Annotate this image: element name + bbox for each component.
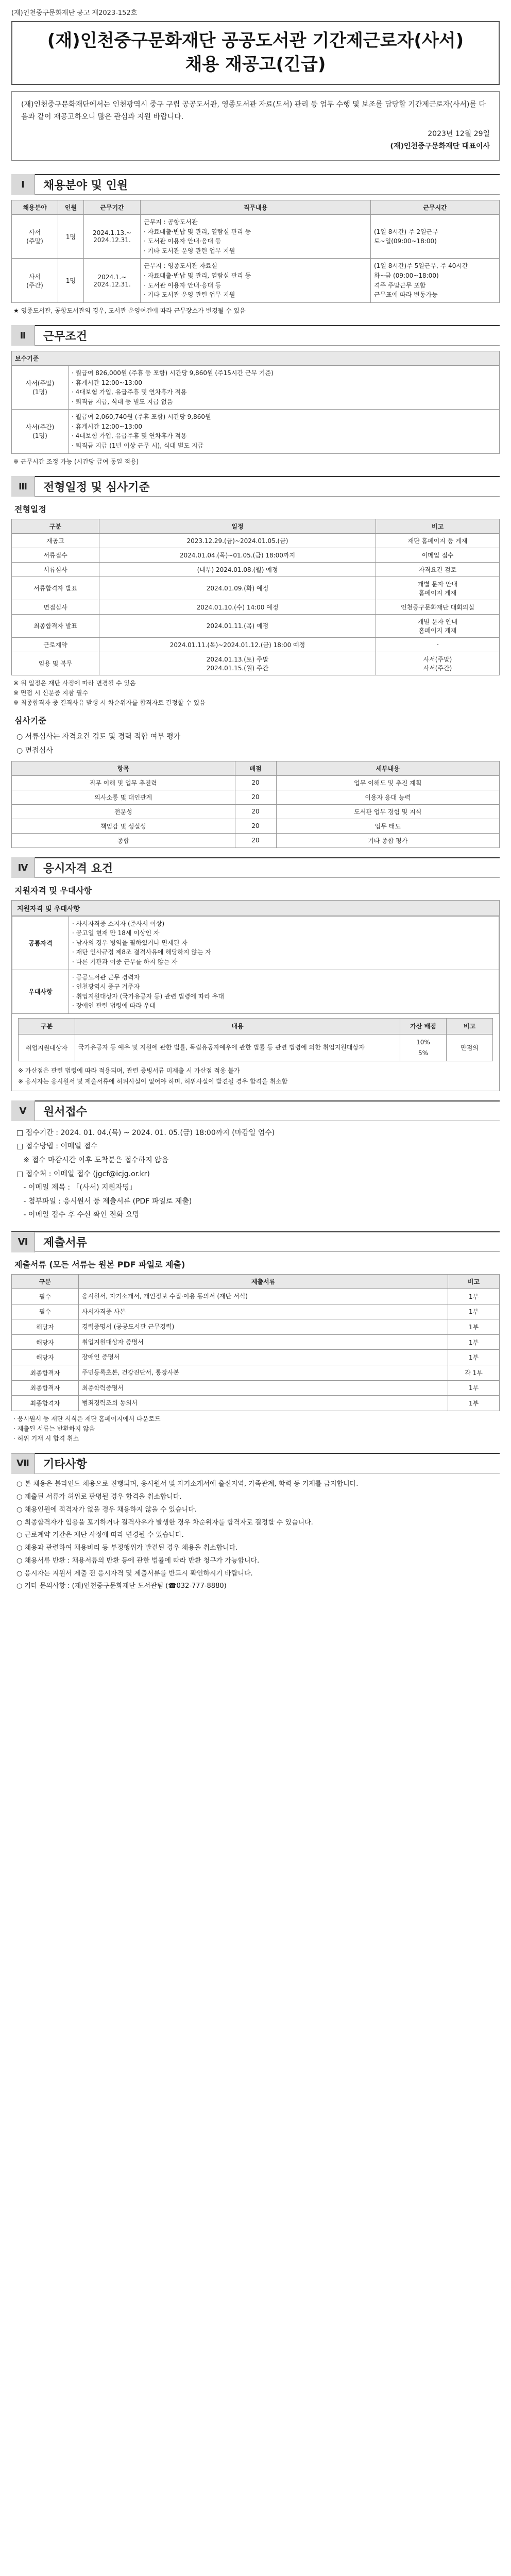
- list-item: ○ 본 채용은 블라인드 채용으로 진행되며, 응시원서 및 자기소개서에 출신지역, 가족관계, 학력 등 기재를 금지합니다.: [16, 1480, 359, 1488]
- criteria-cell: 직무 이해 및 업무 추진력: [12, 775, 235, 790]
- docs-cell: 주민등록초본, 건강진단서, 통장사본: [79, 1365, 448, 1381]
- schedule-cell: 자격요건 검토: [376, 562, 500, 577]
- docs-note: · 응시원서 등 재단 서식은 재단 홈페이지에서 다운로드: [13, 1415, 161, 1422]
- docs-note: · 허위 기재 시 합격 취소: [13, 1435, 79, 1443]
- hiring-hours: (1일 8시간)주 5일근무, 주 40시간 화~금 (09:00~18:00) 격주 주말근무 포함 근무표에 따라 변동가능: [371, 259, 500, 302]
- criteria-header: 세부내용: [276, 761, 500, 775]
- work-table: [11, 351, 500, 454]
- schedule-cell: (내부) 2024.01.08.(월) 예정: [99, 562, 376, 577]
- schedule-cell: 개별 문자 안내 홈페이지 게재: [376, 614, 500, 637]
- criteria-cell: 20: [235, 790, 276, 804]
- table-row: [12, 1334, 500, 1350]
- hiring-duties: 근무지 : 공항도서관 · 자료대출·반납 및 관리, 열람실 관리 등 · 도서관 이용자 안내·응대 등 · 기타 도서관 운영 관련 업무 지원: [141, 214, 371, 258]
- criteria-subtitle: 심사기준: [14, 716, 46, 726]
- intro-date: 2023년 12월 29일: [428, 130, 490, 139]
- schedule-cell: 개별 문자 안내 홈페이지 게재: [376, 577, 500, 600]
- work-text: · 월급여 826,000원 (주휴 등 포함) 시간당 9,860원 (주15시간 근무 기준) · 휴게시간 12:00~13:00 · 4대보험 가입, 유급주휴 및 연차휴가 적용 · 퇴직금 지급, 식대 등 별도 지급 없음: [69, 365, 500, 409]
- docs-cell: 1부: [448, 1304, 500, 1319]
- criteria-cell: 20: [235, 819, 276, 833]
- hiring-note: ★ 영종도서관, 공항도서관의 경우, 도서관 운영여건에 따라 근무장소가 변경될 수 있음: [13, 307, 246, 314]
- docs-cell: 1부: [448, 1350, 500, 1365]
- schedule-cell: 근로계약: [12, 637, 99, 652]
- table-row: [12, 970, 499, 1013]
- table-row: [12, 410, 500, 453]
- schedule-table: [11, 519, 500, 675]
- hiring-count: 1명: [58, 259, 84, 302]
- criteria-cell: 업무 태도: [276, 819, 500, 833]
- section-1-header: [11, 174, 500, 195]
- schedule-cell: 2024.01.04.(목)~01.05.(금) 18:00까지: [99, 548, 376, 562]
- table-row: [12, 652, 500, 675]
- docs-header: 제출서류: [79, 1275, 448, 1289]
- docs-cell: 최종합격자: [12, 1365, 79, 1381]
- schedule-note: ※ 최종합격자 중 결격사유 발생 시 차순위자를 합격자로 결정할 수 있음: [13, 699, 206, 707]
- criteria-header: 배점: [235, 761, 276, 775]
- table-row: [12, 1380, 500, 1396]
- table-row: [12, 562, 500, 577]
- schedule-cell: 사서(주말) 사서(주간): [376, 652, 500, 675]
- hiring-header: 근무시간: [371, 200, 500, 214]
- section-4-number: Ⅳ: [11, 857, 35, 878]
- docs-cell: 장애인 증명서: [79, 1350, 448, 1365]
- docs-cell: 각 1부: [448, 1365, 500, 1381]
- list-item: ○ 근로계약 기간은 재단 사정에 따라 변경될 수 있습니다.: [16, 1531, 184, 1539]
- docs-cell: 취업지원대상자 증명서: [79, 1334, 448, 1350]
- docs-cell: 경력증명서 (공공도서관 근무경력): [79, 1319, 448, 1335]
- title-line-2: 채용 재공고(긴급): [185, 54, 326, 75]
- qual-doc-cell: 국가유공자 등 예우 및 지원에 관한 법률, 독립유공자예우에 관한 법률 등 관련 법령에 의한 취업지원대상자: [75, 1035, 400, 1061]
- hiring-period: 2024.1.~ 2024.12.31.: [84, 259, 141, 302]
- docs-note: · 제출된 서류는 반환하지 않음: [13, 1425, 95, 1432]
- hiring-duties: 근무지 : 영종도서관 자료실 · 자료대출·반납 및 관리, 열람실 관리 등 · 도서관 이용자 안내·응대 등 · 기타 도서관 운영 관련 업무 지원: [141, 259, 371, 302]
- schedule-cell: 재공고: [12, 533, 99, 548]
- criteria-cell: 종합: [12, 833, 235, 848]
- hiring-period: 2024.1.13.~ 2024.12.31.: [84, 214, 141, 258]
- title-line-1: (재)인천중구문화재단 공공도서관 기간제근로자(사서): [47, 30, 464, 51]
- docs-notes: [13, 1414, 500, 1444]
- section-4-title: 응시자격 요건: [43, 862, 113, 875]
- hiring-hours: (1일 8시간) 주 2일근무 토~일(09:00~18:00): [371, 214, 500, 258]
- qual-box: [11, 900, 500, 1091]
- docs-cell: 1부: [448, 1380, 500, 1396]
- qual-doc-cell: 10% 5%: [400, 1035, 447, 1061]
- table-row: [12, 365, 500, 409]
- apply-line: ※ 접수 마감시간 이후 도착분은 접수하지 않음: [16, 1156, 169, 1165]
- table-row: [19, 1035, 493, 1061]
- section-7-title: 기타사항: [43, 1458, 88, 1471]
- docs-cell: 해당자: [12, 1334, 79, 1350]
- schedule-cell: 2024.01.13.(토) 주말 2024.01.15.(월) 주간: [99, 652, 376, 675]
- list-item: ○ 제출된 서류가 허위로 판명될 경우 합격을 취소합니다.: [16, 1493, 182, 1501]
- apply-line: □ 접수처 : 이메일 접수 (jgcf@icjg.or.kr): [16, 1170, 150, 1178]
- hiring-header: 인원: [58, 200, 84, 214]
- table-row: [12, 1289, 500, 1304]
- hiring-field: 사서 (주말): [12, 214, 58, 258]
- apply-line: - 첨부파일 : 응시원서 등 제출서류 (PDF 파일로 제출): [16, 1197, 192, 1206]
- section-5-number: Ⅴ: [11, 1100, 35, 1121]
- schedule-header: 일정: [99, 519, 376, 533]
- section-2-title: 근무조건: [43, 330, 88, 343]
- schedule-cell: 이메일 접수: [376, 548, 500, 562]
- table-row: [12, 1396, 500, 1411]
- work-note: ※ 근무시간 조정 가능 (시간당 급여 동일 적용): [13, 457, 139, 465]
- docs-table: [11, 1274, 500, 1411]
- section-7-header: [11, 1453, 500, 1473]
- criteria-cell: 이용자 응대 능력: [276, 790, 500, 804]
- section-3-number: Ⅲ: [11, 476, 35, 497]
- qual-field: 우대사항: [12, 970, 69, 1013]
- qual-doc-header: 비고: [447, 1018, 493, 1034]
- schedule-cell: 최종합격자 발표: [12, 614, 99, 637]
- hiring-table: [11, 200, 500, 303]
- qual-doc-wrap: [12, 1014, 499, 1091]
- criteria-cell: 20: [235, 833, 276, 848]
- section-5-header: [11, 1100, 500, 1121]
- work-field: 사서(주간) (1명): [12, 410, 69, 453]
- schedule-cell: 2024.01.11.(목) 예정: [99, 614, 376, 637]
- qual-doc-cell: 취업지원대상자: [19, 1035, 75, 1061]
- table-row: [12, 577, 500, 600]
- docs-cell: 필수: [12, 1304, 79, 1319]
- section-1-number: Ⅰ: [11, 174, 35, 195]
- apply-line: - 이메일 접수 후 수신 확인 전화 요망: [16, 1211, 140, 1219]
- qual-field: 공통자격: [12, 916, 69, 970]
- section-7-number: Ⅶ: [11, 1453, 35, 1474]
- table-row: [12, 1319, 500, 1335]
- schedule-cell: 2024.01.09.(화) 예정: [99, 577, 376, 600]
- schedule-cell: -: [376, 637, 500, 652]
- table-row: [12, 637, 500, 652]
- list-item: ○ 기타 문의사항 : (재)인천중구문화재단 도서관팀 (☎032-777-8880): [16, 1582, 227, 1590]
- table-row: [12, 1304, 500, 1319]
- docs-cell: 1부: [448, 1319, 500, 1335]
- criteria-cell: 의사소통 및 대인관계: [12, 790, 235, 804]
- docs-cell: 범죄경력조회 동의서: [79, 1396, 448, 1411]
- table-row: [12, 1350, 500, 1365]
- section-3-title: 전형일정 및 심사기준: [43, 481, 150, 494]
- docs-cell: 최종학력증명서: [79, 1380, 448, 1396]
- qual-tail: ※ 가산점은 관련 법령에 따라 적용되며, 관련 증빙서류 미제출 시 가산점 적용 불가 ※ 응시자는 응시원서 및 제출서류에 허위사실이 없어야 하며, 허위사실이 발견될 경우 합격을 취소함: [18, 1067, 288, 1085]
- criteria-table: [11, 761, 500, 848]
- list-item: ○ 채용과 관련하여 채용비리 등 부정행위가 발견된 경우 채용을 취소합니다.: [16, 1544, 238, 1552]
- schedule-note: ※ 면접 시 신분증 지참 필수: [13, 689, 89, 697]
- qual-doc-table: [18, 1018, 493, 1061]
- apply-line: - 이메일 제목 : 「(사서) 지원자명」: [16, 1183, 137, 1192]
- etc-list: [16, 1479, 500, 1592]
- apply-list: [11, 1126, 500, 1222]
- docs-cell: 해당자: [12, 1319, 79, 1335]
- qual-text: · 사서자격증 소지자 (준사서 이상) · 공고일 현재 만 18세 이상인 자 · 남자의 경우 병역을 필하였거나 면제된 자 · 재단 인사규정 제8조 결격사유에 해당하지 않는 자 · 다른 기관과 이중 근무를 하지 않는 자: [69, 916, 499, 970]
- docs-cell: 1부: [448, 1396, 500, 1411]
- section-6-header: [11, 1231, 500, 1252]
- hiring-header: 직무내용: [141, 200, 371, 214]
- docs-header: 구분: [12, 1275, 79, 1289]
- table-row: [12, 548, 500, 562]
- criteria-line: ○ 면접심사: [16, 747, 53, 755]
- intro-box: [11, 91, 500, 161]
- hiring-field: 사서 (주간): [12, 259, 58, 302]
- intro-org: (재)인천중구문화재단 대표이사: [390, 142, 490, 151]
- work-header: 보수기준: [12, 351, 500, 365]
- work-field: 사서(주말) (1명): [12, 365, 69, 409]
- table-row: [12, 214, 500, 258]
- qual-doc-header: 구분: [19, 1018, 75, 1034]
- title-box: [11, 21, 500, 85]
- section-5-title: 원서접수: [43, 1105, 88, 1118]
- notice-number: (재)인천중구문화재단 공고 제2023-152호: [11, 9, 138, 17]
- table-row: [12, 533, 500, 548]
- qual-doc-header: 가산 배점: [400, 1018, 447, 1034]
- table-row: [12, 790, 500, 804]
- apply-line: □ 접수방법 : 이메일 접수: [16, 1142, 98, 1151]
- criteria-cell: 도서관 업무 경험 및 지식: [276, 804, 500, 819]
- list-item: ○ 응시자는 지원서 제출 전 응시자격 및 제출서류를 반드시 확인하시기 바랍니다.: [16, 1569, 253, 1578]
- section-4-header: [11, 857, 500, 878]
- section-6-number: Ⅵ: [11, 1232, 35, 1252]
- schedule-cell: 서류합격자 발표: [12, 577, 99, 600]
- section-3-header: [11, 476, 500, 497]
- schedule-cell: 서류접수: [12, 548, 99, 562]
- qual-doc-cell: 만점의: [447, 1035, 493, 1061]
- criteria-cell: 기타 종합 평가: [276, 833, 500, 848]
- table-row: [12, 614, 500, 637]
- table-row: [12, 775, 500, 790]
- schedule-cell: 임용 및 복무: [12, 652, 99, 675]
- criteria-cell: 20: [235, 775, 276, 790]
- schedule-cell: 재단 홈페이지 등 게재: [376, 533, 500, 548]
- hiring-header: 근무기간: [84, 200, 141, 214]
- hiring-count: 1명: [58, 214, 84, 258]
- schedule-header: 비고: [376, 519, 500, 533]
- hiring-header: 채용분야: [12, 200, 58, 214]
- docs-cell: 해당자: [12, 1350, 79, 1365]
- table-row: [12, 1365, 500, 1381]
- docs-cell: 최종합격자: [12, 1396, 79, 1411]
- qual-text: · 공공도서관 근무 경력자 · 인천광역시 중구 거주자 · 취업지원대상자 (국가유공자 등) 관련 법령에 따라 우대 · 장애인 관련 법령에 따라 우대: [69, 970, 499, 1013]
- section-2-number: Ⅱ: [11, 325, 35, 346]
- qual-box-label: 지원자격 및 우대사항: [12, 901, 499, 916]
- docs-header: 비고: [448, 1275, 500, 1289]
- schedule-notes: [13, 679, 500, 708]
- work-text: · 월급여 2,060,740원 (주휴 포함) 시간당 9,860원 · 휴게시간 12:00~13:00 · 4대보험 가입, 유급주휴 및 연차휴가 적용 · 퇴직금 지급 (1년 이상 근무 시), 식대 별도 지급: [69, 410, 500, 453]
- schedule-cell: 면접심사: [12, 600, 99, 614]
- schedule-note: ※ 위 일정은 재단 사정에 따라 변경될 수 있음: [13, 679, 136, 687]
- intro-text: (재)인천중구문화재단에서는 인천광역시 중구 구립 공공도서관, 영종도서관 자료(도서) 관리 등 업무 수행 및 보조를 담당할 기간제근로자(사서)를 다음과 같이 재공고하오니 많은 관심과 지원 바랍니다.: [21, 100, 486, 121]
- qual-doc-header: 내용: [75, 1018, 400, 1034]
- schedule-cell: 2023.12.29.(금)~2024.01.05.(금): [99, 533, 376, 548]
- qual-table: [12, 916, 499, 1014]
- criteria-cell: 20: [235, 804, 276, 819]
- schedule-header: 구분: [12, 519, 99, 533]
- table-row: [12, 259, 500, 302]
- list-item: ○ 최종합격자가 임용을 포기하거나 결격사유가 발생한 경우 차순위자를 합격자로 결정할 수 있습니다.: [16, 1518, 313, 1527]
- schedule-cell: 서류심사: [12, 562, 99, 577]
- table-row: [12, 819, 500, 833]
- docs-cell: 최종합격자: [12, 1380, 79, 1396]
- table-row: [12, 833, 500, 848]
- section-6-title: 제출서류: [43, 1236, 88, 1250]
- list-item: ○ 채용인원에 적격자가 없을 경우 채용하지 않을 수 있습니다.: [16, 1505, 197, 1514]
- table-row: [12, 600, 500, 614]
- criteria-cell: 업무 이해도 및 추진 계획: [276, 775, 500, 790]
- schedule-cell: 인천중구문화재단 대회의실: [376, 600, 500, 614]
- section-2-header: [11, 325, 500, 346]
- apply-line: □ 접수기간 : 2024. 01. 04.(목) ~ 2024. 01. 05.(금) 18:00까지 (마감일 엄수): [16, 1128, 275, 1137]
- docs-cell: 1부: [448, 1334, 500, 1350]
- criteria-line: ○ 서류심사는 자격요건 검토 및 경력 적합 여부 평가: [16, 733, 181, 741]
- docs-cell: 응시원서, 자기소개서, 개인정보 수집·이용 동의서 (재단 서식): [79, 1289, 448, 1304]
- docs-cell: 사서자격증 사본: [79, 1304, 448, 1319]
- schedule-cell: 2024.01.10.(수) 14:00 예정: [99, 600, 376, 614]
- docs-subtitle: 제출서류 (모든 서류는 원본 PDF 파일로 제출): [14, 1260, 185, 1270]
- table-row: [12, 916, 499, 970]
- docs-cell: 필수: [12, 1289, 79, 1304]
- docs-cell: 1부: [448, 1289, 500, 1304]
- list-item: ○ 채용서류 반환 : 채용서류의 반환 등에 관한 법률에 따라 반환 청구가 가능합니다.: [16, 1556, 260, 1565]
- criteria-cell: 책임감 및 성실성: [12, 819, 235, 833]
- schedule-cell: 2024.01.11.(목)~2024.01.12.(금) 18:00 예정: [99, 637, 376, 652]
- criteria-cell: 전문성: [12, 804, 235, 819]
- section-1-title: 채용분야 및 인원: [43, 179, 128, 192]
- table-row: [12, 804, 500, 819]
- criteria-header: 항목: [12, 761, 235, 775]
- schedule-subtitle: 전형일정: [14, 504, 46, 514]
- qual-subtitle: 지원자격 및 우대사항: [14, 885, 92, 895]
